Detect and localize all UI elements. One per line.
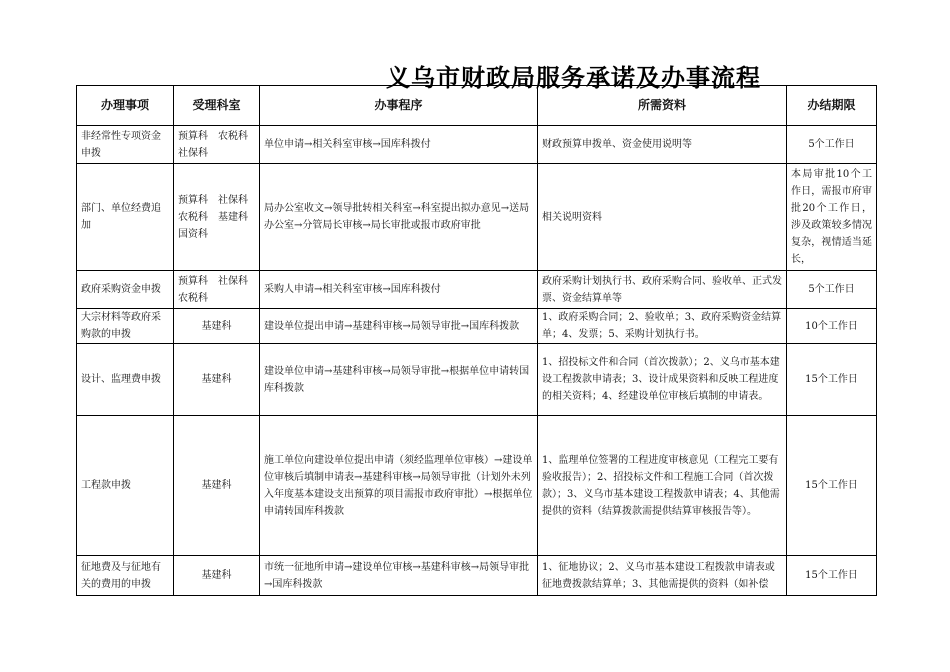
header-materials: 所需资料 xyxy=(538,86,787,126)
header-procedure: 办事程序 xyxy=(260,86,538,126)
procedure-cell: 市统一征地所申请→建设单位审核→基建科审核→局领导审批→国库科拨款 xyxy=(260,556,538,596)
dept-cell: 基建科 xyxy=(174,416,260,556)
dept-cell: 基建科 xyxy=(174,344,260,416)
table-row xyxy=(77,164,877,271)
item-cell: 大宗材料等政府采购款的申拨 xyxy=(77,309,174,344)
page-title: 义乌市财政局服务承诺及办事流程 xyxy=(386,64,761,92)
materials-cell: 财政预算申拨单、资金使用说明等 xyxy=(538,126,787,164)
item-cell: 非经常性专项资金申拨 xyxy=(77,126,174,164)
table-row xyxy=(77,271,877,309)
table-row xyxy=(77,416,877,556)
service-table xyxy=(76,85,877,596)
deadline-cell: 15个工作日 xyxy=(787,416,877,556)
deadline-cell: 15个工作日 xyxy=(787,344,877,416)
item-cell: 征地费及与征地有关的费用的申拨 xyxy=(77,556,174,596)
procedure-cell: 单位申请→相关科室审核→国库科拨付 xyxy=(260,126,538,164)
dept-cell: 预算科 农税科 社保科 xyxy=(174,126,260,164)
materials-cell: 1、招投标文件和合同（首次拨款）；2、义乌市基本建设工程拨款申请表；3、设计成果资料和反映工程进度的相关资料；4、经建设单位审核后填制的申请表。 xyxy=(538,344,787,416)
deadline-cell: 5个工作日 xyxy=(787,271,877,309)
table-header-row xyxy=(77,86,877,126)
procedure-cell: 施工单位向建设单位提出申请（须经监理单位审核）→建设单位审核后填制申请表→基建科审核→局领导审批（计划外未列入年度基本建设支出预算的项目需报市政府审批）→根据单位申请转国库科拨款 xyxy=(260,416,538,556)
table-row xyxy=(77,309,877,344)
header-dept: 受理科室 xyxy=(174,86,260,126)
procedure-cell: 采购人申请→相关科室审核→国库科拨付 xyxy=(260,271,538,309)
item-cell: 设计、监理费申拨 xyxy=(77,344,174,416)
procedure-cell: 局办公室收文→领导批转相关科室→科室提出拟办意见→送局办公室→分管局长审核→局长审批或报市政府审批 xyxy=(260,164,538,271)
item-cell: 部门、单位经费追加 xyxy=(77,164,174,271)
item-cell: 工程款申拨 xyxy=(77,416,174,556)
deadline-cell: 15个工作日 xyxy=(787,556,877,596)
item-cell: 政府采购资金申拨 xyxy=(77,271,174,309)
procedure-cell: 建设单位提出申请→基建科审核→局领导审批→国库科拨款 xyxy=(260,309,538,344)
materials-cell: 1、政府采购合同；2、验收单；3、政府采购资金结算单；4、发票；5、采购计划执行书。 xyxy=(538,309,787,344)
materials-cell: 相关说明资料 xyxy=(538,164,787,271)
header-item: 办理事项 xyxy=(77,86,174,126)
materials-cell: 政府采购计划执行书、政府采购合同、验收单、正式发票、资金结算单等 xyxy=(538,271,787,309)
table-row xyxy=(77,344,877,416)
dept-cell: 基建科 xyxy=(174,309,260,344)
dept-cell: 预算科 社保科 农税科 基建科 国资科 xyxy=(174,164,260,271)
materials-cell: 1、监理单位签署的工程进度审核意见（工程完工要有验收报告）；2、招投标文件和工程施工合同（首次拨款）；3、义乌市基本建设工程拨款申请表；4、其他需提供的资料（结算拨款需提供结算审核报告等）。 xyxy=(538,416,787,556)
header-deadline: 办结期限 xyxy=(787,86,877,126)
deadline-cell: 5个工作日 xyxy=(787,126,877,164)
deadline-cell: 本局审批10个工作日，需报市府审批20个工作日，涉及政策较多情况复杂，视情适当延长， xyxy=(787,164,877,271)
procedure-cell: 建设单位申请→基建科审核→局领导审批→根据单位申请转国库科拨款 xyxy=(260,344,538,416)
deadline-cell: 10个工作日 xyxy=(787,309,877,344)
materials-cell: 1、征地协议；2、义乌市基本建设工程拨款申请表或征地费拨款结算单；3、其他需提供的资料（如补偿 xyxy=(538,556,787,596)
table-row xyxy=(77,556,877,596)
dept-cell: 预算科 社保科 农税科 xyxy=(174,271,260,309)
table-row xyxy=(77,126,877,164)
dept-cell: 基建科 xyxy=(174,556,260,596)
